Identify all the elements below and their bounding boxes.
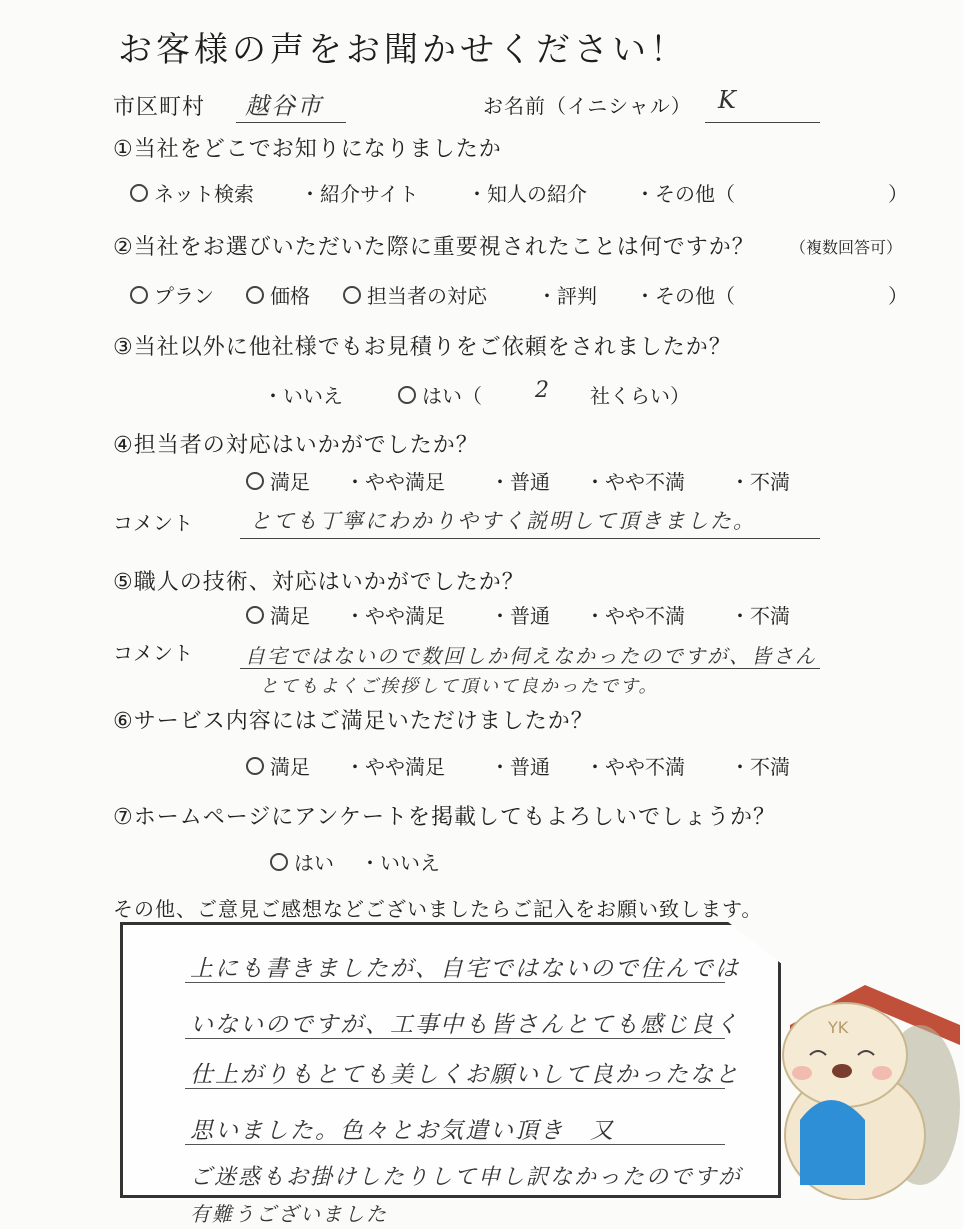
mascot-belly: [800, 1100, 865, 1185]
q4-option-fairly-dissatisfied[interactable]: ・やや不満: [585, 470, 685, 494]
mascot-mouth: [832, 1064, 852, 1078]
q7-question: ⑦ホームページにアンケートを掲載してもよろしいでしょうか？: [113, 805, 776, 830]
q1-option-friend[interactable]: ・知人の紹介: [467, 182, 587, 206]
other-line-1: 上にも書きましたが、自宅ではないので住んでは: [190, 956, 740, 982]
q2-option-other[interactable]: ・その他（: [635, 284, 735, 308]
q2-option-staff[interactable]: 担当者の対応: [343, 280, 487, 309]
q6-option-dissatisfied[interactable]: ・不満: [730, 755, 790, 779]
q7-option-no[interactable]: ・いいえ: [360, 851, 440, 875]
q5-option-satisfied[interactable]: 満足: [246, 600, 310, 629]
circle-mark-icon: [246, 472, 264, 490]
q1-option-net[interactable]: ネット検索: [130, 178, 254, 207]
q7-option-yes[interactable]: はい: [270, 847, 334, 876]
q2-note: （複数回答可）: [790, 238, 903, 257]
q5-option-dissatisfied[interactable]: ・不満: [730, 604, 790, 628]
q4-option-fairly-satisfied[interactable]: ・やや満足: [345, 470, 445, 494]
circle-mark-icon: [270, 853, 288, 871]
q1-option-site[interactable]: ・紹介サイト: [300, 182, 419, 206]
q4-option-neutral[interactable]: ・普通: [490, 470, 550, 494]
q6-option-neutral[interactable]: ・普通: [490, 755, 550, 779]
q3-option-yes[interactable]: はい（: [398, 380, 482, 409]
q5-option-fairly-satisfied[interactable]: ・やや満足: [345, 604, 445, 628]
q4-comment[interactable]: とても丁寧にわかりやすく説明して頂きました。: [250, 509, 756, 533]
q2-option-other-close: ）: [888, 284, 908, 308]
q3-count[interactable]: 2: [535, 378, 551, 403]
q2-option-reputation[interactable]: ・評判: [537, 284, 597, 308]
q5-comment-line1[interactable]: 自宅ではないので数回しか伺えなかったのですが、皆さん: [245, 644, 817, 668]
q5-comment-label: コメント: [113, 641, 193, 665]
city-value[interactable]: 越谷市: [245, 92, 323, 120]
q2-option-price[interactable]: 価格: [246, 280, 310, 309]
q1-option-other-close: ）: [888, 182, 908, 206]
other-line-5: ご迷惑もお掛けしたりして申し訳なかったのですが: [190, 1165, 743, 1190]
mascot-cheek-right: [872, 1066, 892, 1080]
q5-comment-line2[interactable]: とてもよくご挨拶して頂いて良かったです。: [260, 676, 659, 697]
circle-mark-icon: [246, 286, 264, 304]
q2-option-plan[interactable]: プラン: [130, 280, 214, 309]
mascot-cheek-left: [792, 1066, 812, 1080]
circle-mark-icon: [246, 757, 264, 775]
q1-question: ①当社をどこでお知りになりましたか: [113, 137, 502, 162]
q6-option-satisfied[interactable]: 満足: [246, 751, 310, 780]
circle-mark-icon: [130, 184, 148, 202]
q5-option-neutral[interactable]: ・普通: [490, 604, 550, 628]
q6-option-fairly-dissatisfied[interactable]: ・やや不満: [585, 755, 685, 779]
q4-option-dissatisfied[interactable]: ・不満: [730, 470, 790, 494]
q3-suffix: 社くらい）: [590, 384, 690, 408]
circle-mark-icon: [398, 386, 416, 404]
other-line-3: 仕上がりもとても美しくお願いして良かったなと: [190, 1062, 740, 1088]
city-label: 市区町村: [113, 95, 206, 120]
name-value[interactable]: K: [718, 86, 738, 114]
mascot-image: [770, 985, 960, 1200]
circle-mark-icon: [343, 286, 361, 304]
q3-option-no[interactable]: ・いいえ: [263, 384, 343, 408]
circle-mark-icon: [130, 286, 148, 304]
other-line-2: いないのですが、工事中も皆さんとても感じ良く: [190, 1012, 740, 1038]
q4-option-satisfied[interactable]: 満足: [246, 466, 310, 495]
q6-option-fairly-satisfied[interactable]: ・やや満足: [345, 755, 445, 779]
q6-question: ⑥サービス内容にはご満足いただけましたか？: [113, 709, 594, 734]
mascot-badge: YK: [828, 1018, 849, 1037]
q5-question: ⑤職人の技術、対応はいかがでしたか？: [113, 570, 525, 595]
other-prompt: その他、ご意見ご感想などございましたらご記入をお願い致します。: [113, 897, 763, 921]
name-label: お名前（イニシャル）: [483, 94, 692, 118]
other-line-4: 思いました。色々とお気遣い頂き 又: [190, 1118, 615, 1144]
q4-comment-label: コメント: [113, 511, 193, 535]
other-line-6: 有難うございました: [190, 1202, 388, 1226]
q5-option-fairly-dissatisfied[interactable]: ・やや不満: [585, 604, 685, 628]
q1-option-other[interactable]: ・その他（: [635, 182, 735, 206]
q4-question: ④担当者の対応はいかがでしたか？: [113, 433, 479, 458]
q3-question: ③当社以外に他社様でもお見積りをご依頼をされましたか？: [113, 335, 732, 360]
q2-question: ②当社をお選びいただいた際に重要視されたことは何ですか？: [113, 235, 755, 260]
circle-mark-icon: [246, 606, 264, 624]
page-title: お客様の声をお聞かせください！: [118, 30, 688, 70]
